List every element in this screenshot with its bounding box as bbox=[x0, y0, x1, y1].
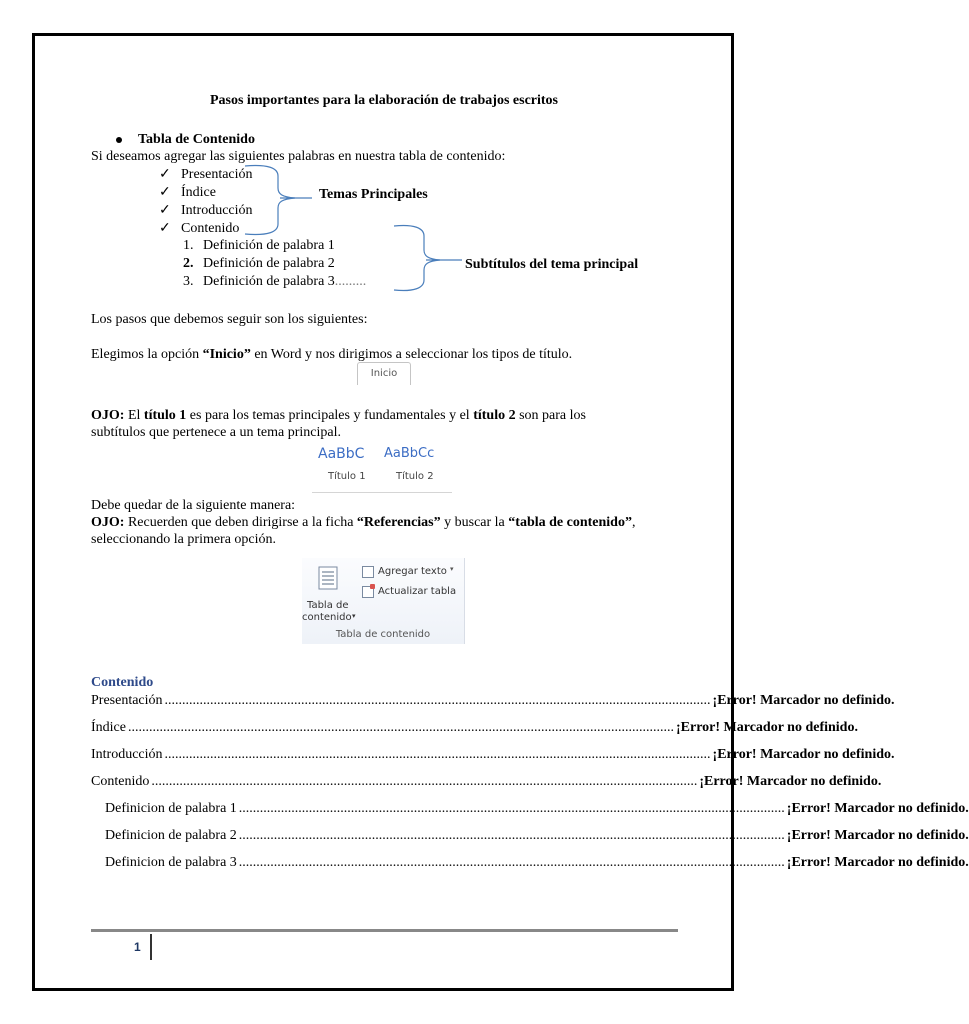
para-inicio: Elegimos la opción “Inicio” en Word y nos dirigimos a seleccionar los tipos de título. bbox=[91, 347, 573, 362]
ojo1-line2: subtítulos que pertenece a un tema principal. bbox=[91, 425, 341, 440]
checkmark-icon: ✓ bbox=[159, 167, 171, 182]
check-item: ✓ Índice bbox=[159, 185, 216, 200]
tabla-contenido-button[interactable]: Tabla de contenido ▾ bbox=[302, 560, 356, 626]
bullet-heading: Tabla de Contenido bbox=[116, 131, 255, 148]
ojo1-line1: OJO: El título 1 es para los temas principales y fundamentales y el título 2 son para los bbox=[91, 408, 586, 423]
style-label-titulo1: Título 1 bbox=[328, 471, 366, 482]
ojo2-line2: seleccionando la primera opción. bbox=[91, 532, 277, 547]
toc-row[interactable]: Introducción ............................................................................................................................................................ ¡Error! Marcador no definido. bbox=[91, 747, 895, 762]
inicio-tab[interactable]: Inicio bbox=[357, 362, 411, 385]
brace-label-main: Temas Principales bbox=[319, 187, 428, 202]
styles-gallery[interactable] bbox=[312, 444, 452, 493]
toc-row[interactable]: Definicion de palabra 1 ............................................................................................................................................................ ¡Error! Marcador no definido. bbox=[105, 801, 969, 816]
dropdown-arrow-icon: ▾ bbox=[352, 612, 356, 620]
ojo2-line1: OJO: Recuerden que deben dirigirse a la ficha “Referencias” y buscar la “tabla de contenido”, bbox=[91, 515, 636, 530]
style-sample-titulo1[interactable]: AaBbC bbox=[318, 446, 365, 462]
ribbon-group: Tabla de contenido ▾ Agregar texto ▾ Actualizar tabla Tabla de contenido bbox=[302, 558, 465, 644]
brace-sub-icon bbox=[390, 222, 470, 294]
toc-row[interactable]: Definicion de palabra 2 ............................................................................................................................................................ ¡Error! Marcador no definido. bbox=[105, 828, 969, 843]
footer-rule bbox=[91, 929, 678, 932]
numbered-item: 3. Definición de palabra 3......... bbox=[183, 274, 367, 289]
numbered-item: 2. Definición de palabra 2 bbox=[183, 256, 335, 271]
brace-main-icon bbox=[240, 160, 320, 240]
ribbon-group-label: Tabla de contenido bbox=[335, 629, 431, 640]
add-text-icon bbox=[362, 566, 374, 578]
check-item: ✓ Contenido bbox=[159, 221, 240, 236]
update-mark-icon bbox=[370, 584, 375, 589]
style-label-titulo2: Título 2 bbox=[396, 471, 434, 482]
checkmark-icon: ✓ bbox=[159, 203, 171, 218]
brace-label-sub: Subtítulos del tema principal bbox=[465, 257, 639, 272]
table-of-contents-icon bbox=[318, 566, 338, 590]
bullet-icon bbox=[116, 137, 122, 143]
checkmark-icon: ✓ bbox=[159, 221, 171, 236]
check-item: ✓ Presentación bbox=[159, 167, 253, 182]
intro-line: Si deseamos agregar las siguientes palabras en nuestra tabla de contenido: bbox=[91, 149, 506, 164]
toc-heading: Contenido bbox=[91, 675, 154, 690]
document-title: Pasos importantes para la elaboración de trabajos escritos bbox=[209, 93, 559, 108]
steps-intro: Los pasos que debemos seguir son los siguientes: bbox=[91, 312, 368, 327]
numbered-item: 1. Definición de palabra 1 bbox=[183, 238, 335, 253]
page-number: 1 bbox=[134, 940, 141, 954]
dropdown-arrow-icon: ▾ bbox=[450, 565, 454, 573]
toc-row[interactable]: Contenido ............................................................................................................................................................ ¡Error! Marcador no definido. bbox=[91, 774, 882, 789]
check-item: ✓ Introducción bbox=[159, 203, 253, 218]
style-sample-titulo2[interactable]: AaBbCc bbox=[384, 446, 435, 461]
toc-row[interactable]: Presentación ............................................................................................................................................................ ¡Error! Marcador no definido. bbox=[91, 693, 895, 708]
footer-separator bbox=[150, 934, 152, 960]
debe-quedar: Debe quedar de la siguiente manera: bbox=[91, 498, 296, 513]
toc-row[interactable]: Índice ............................................................................................................................................................ ¡Error! Marcador no definido. bbox=[91, 720, 858, 735]
toc-row[interactable]: Definicion de palabra 3 ............................................................................................................................................................ ¡Error! Marcador no definido. bbox=[105, 855, 969, 870]
checkmark-icon: ✓ bbox=[159, 185, 171, 200]
